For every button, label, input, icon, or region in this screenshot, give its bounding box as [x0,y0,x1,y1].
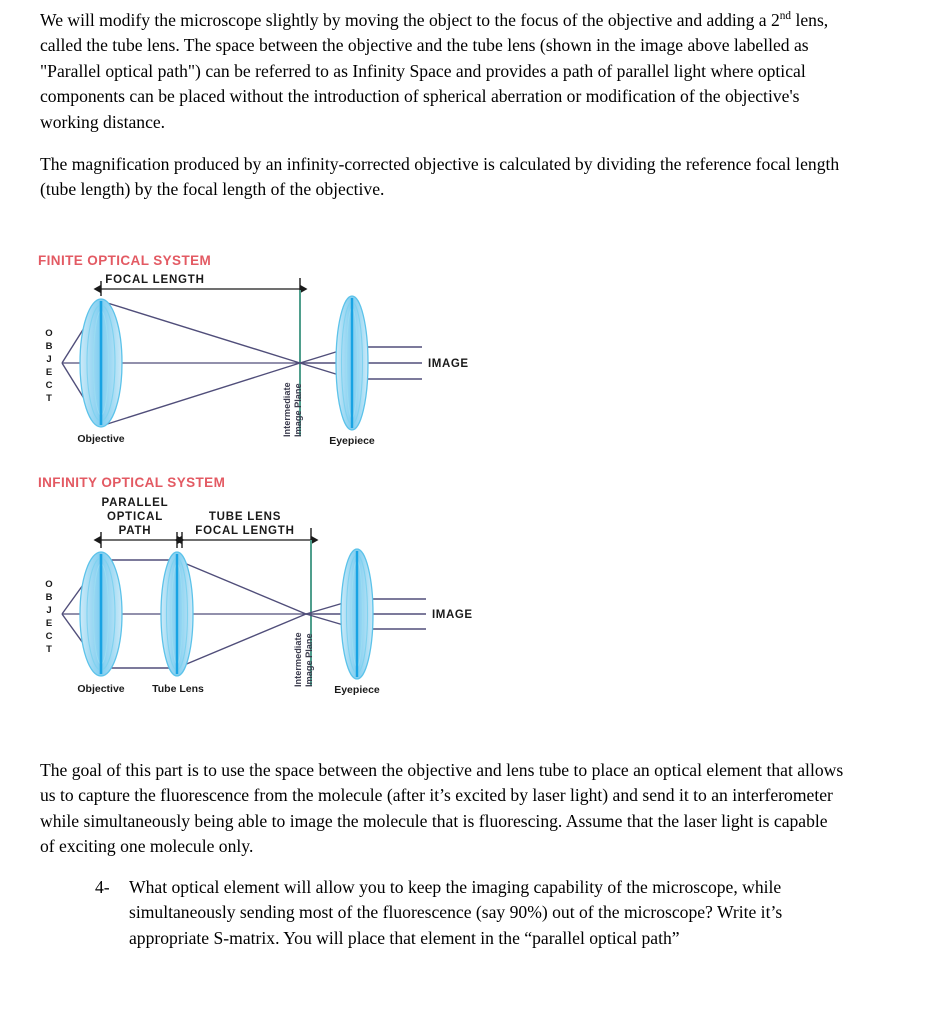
infinity-eyepiece-label: Eyepiece [334,684,380,696]
infinity-eyepiece-lens [334,549,380,696]
infinity-tube-lens-label: Tube Lens [152,683,204,695]
paragraph-intro [40,8,846,135]
tube-lens-focal-length-label-line1: TUBE LENS [208,511,282,523]
infinity-image-label: IMAGE [432,609,473,621]
finite-eyepiece-label: Eyepiece [329,435,375,447]
finite-plane-label-line2: Image Plane [293,383,303,437]
finite-image-label: IMAGE [428,358,469,370]
svg-text:B: B [45,341,53,352]
finite-focal-length-dimension [101,274,300,296]
question-item-4 [95,875,847,951]
paragraph-magnification: The magnification produced by an infinity-corrected objective is calculated by dividing the reference focal length (tube length) by the focal length of the objective. [40,154,840,200]
parallel-optical-path-label-line3: PATH [118,525,152,537]
parallel-optical-path-label-line1: PARALLEL [101,497,169,509]
svg-text:J: J [46,354,52,365]
infinity-system-title: INFINITY OPTICAL SYSTEM [38,475,226,490]
finite-objective-label: Objective [77,433,125,445]
parallel-optical-path-label-line2: OPTICAL [106,511,164,523]
infinity-optical-system-diagram [38,475,473,696]
finite-intermediate-image-plane-label [282,382,303,437]
infinity-intermediate-image-plane-label [293,632,314,687]
infinity-objective-lens [77,552,124,695]
infinity-object-label [45,579,52,655]
tube-lens-focal-length-label-line2: FOCAL LENGTH [195,525,295,537]
svg-text:T: T [46,644,52,655]
paragraph-goal: The goal of this part is to use the space between the objective and lens tube to place an optical element that allows us to capture the fluorescence from the molecule (after it’s excited by laser light) and send it to an interferometer while simultaneously being able to image the molecule that is fluorescing. Assume that the laser light is capable of exciting one molecule only. [40,760,844,857]
optical-systems-figure [30,246,500,714]
infinity-tube-lens [152,552,204,695]
finite-system-title: FINITE OPTICAL SYSTEM [38,253,212,268]
svg-text:E: E [45,618,53,629]
finite-plane-label-line1: Intermediate [282,382,292,437]
infinity-objective-label: Objective [77,683,125,695]
svg-text:O: O [45,579,53,590]
ordinal-superscript: nd [779,10,792,23]
finite-objective-lens [77,299,124,445]
finite-eyepiece-lens [329,296,375,447]
infinity-dimension-labels [102,497,295,537]
svg-text:B: B [45,592,53,603]
question-number: 4- [95,877,110,897]
svg-text:T: T [46,393,52,404]
svg-text:C: C [45,631,53,642]
svg-text:J: J [46,605,52,616]
infinity-plane-label-line1: Intermediate [293,632,303,687]
question-text: What optical element will allow you to keep the imaging capability of the microscope, while simultaneously sending most of the fluorescence (say 90%) out of the microscope? Write it’s appropriate S-matrix. You will place that element in the “parallel optical path” [129,877,783,948]
finite-focal-length-label: FOCAL LENGTH [105,274,205,286]
svg-text:C: C [45,380,53,391]
paragraph-intro-part1: We will modify the microscope slightly by moving the object to the focus of the objective and adding a 2 [40,10,780,30]
svg-text:O: O [45,328,53,339]
infinity-plane-label-line2: Image Plane [304,633,314,687]
finite-optical-system-diagram [38,253,469,447]
paragraph-intro-part2: lens, called the tube lens. The space between the objective and the tube lens (shown in the image above labelled as "Parallel optical path") can be referred to as Infinity Space and provides a path of parallel light where optical components can be placed without the introduction of spherical aberration or modification of the objective's working distance. [40,10,829,132]
finite-object-label [45,328,52,404]
svg-text:E: E [45,367,53,378]
